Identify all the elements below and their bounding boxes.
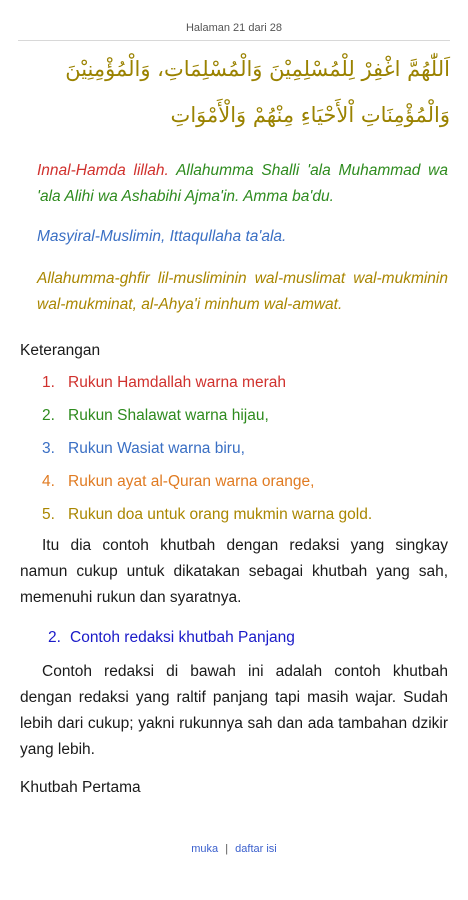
muka-link[interactable]: muka [191, 843, 219, 855]
subheading-long-khutbah [48, 625, 468, 651]
legend-item-number: 1. [42, 374, 55, 391]
legend-item-number: 4. [42, 473, 55, 490]
footer-separator: | [225, 843, 229, 855]
keterangan-list [0, 366, 468, 531]
legend-item-hamdallah [42, 366, 468, 399]
wasiat-text: Masyiral-Muslimin, Ittaqullaha ta'ala. [37, 228, 287, 245]
paragraph-short-khutbah: Itu dia contoh khutbah dengan redaksi yang singkay namun cukup untuk dikatakan sebagai khutbah yang sah, memenuhi rukun dan syaratnya. [20, 537, 448, 606]
daftar-isi-link[interactable]: daftar isi [235, 843, 277, 855]
legend-item-label: Rukun Shalawat warna hijau, [68, 407, 269, 424]
legend-item-doa [42, 498, 468, 531]
hamdalah-text: Innal-Hamda lillah. [37, 162, 169, 179]
keterangan-title: Keterangan [20, 342, 101, 359]
legend-item-ayat [42, 465, 468, 498]
legend-item-number: 3. [42, 440, 55, 457]
legend-item-wasiat [42, 432, 468, 465]
shalawat-text: Allahumma Shalli 'ala Muhammad wa 'ala Alihi wa Ashabihi Ajma'in. Amma ba'du. [37, 162, 448, 205]
page-indicator: Halaman 21 dari 28 [185, 22, 282, 34]
legend-item-number: 5. [42, 506, 55, 523]
paragraph-long-khutbah: Contoh redaksi di bawah ini adalah contoh khutbah dengan redaksi yang raltif panjang tapi masih wajar. Sudah lebih dari cukup; yakni rukunnya sah dan ada tambahan dzikir yang lebih. [20, 663, 448, 758]
arabic-line-1: اَللّٰهُمَّ اغْفِرْ لِلْمُسْلِمِيْنَ وَالْمُسْلِمَاتِ، وَالْمُؤْمِنِيْنَ [65, 57, 450, 81]
khutbah-pertama-title: Khutbah Pertama [20, 779, 141, 796]
doa-text: Allahumma-ghfir lil-musliminin wal-muslimat wal-mukminin wal-mukminat, al-Ahya'i minhum wal-amwat. [37, 270, 448, 313]
arabic-doa-text [0, 38, 468, 138]
transliteration-hamdalah-shalawat [37, 158, 448, 210]
subheading-number: 2. [48, 629, 61, 646]
footer-nav [0, 843, 468, 855]
legend-item-shalawat [42, 399, 468, 432]
legend-item-label: Rukun doa untuk orang mukmin warna gold. [68, 506, 373, 523]
legend-item-label: Rukun Hamdallah warna merah [68, 374, 286, 391]
header-divider [18, 40, 450, 41]
subheading-label: Contoh redaksi khutbah Panjang [70, 629, 295, 646]
legend-item-label: Rukun Wasiat warna biru, [68, 440, 245, 457]
arabic-line-2: وَالْمُؤْمِنَاتِ اْلأَحْيَاءِ مِنْهُمْ وَالْأَمْوَاتِ [170, 103, 450, 127]
legend-item-number: 2. [42, 407, 55, 424]
legend-item-label: Rukun ayat al-Quran warna orange, [68, 473, 315, 490]
